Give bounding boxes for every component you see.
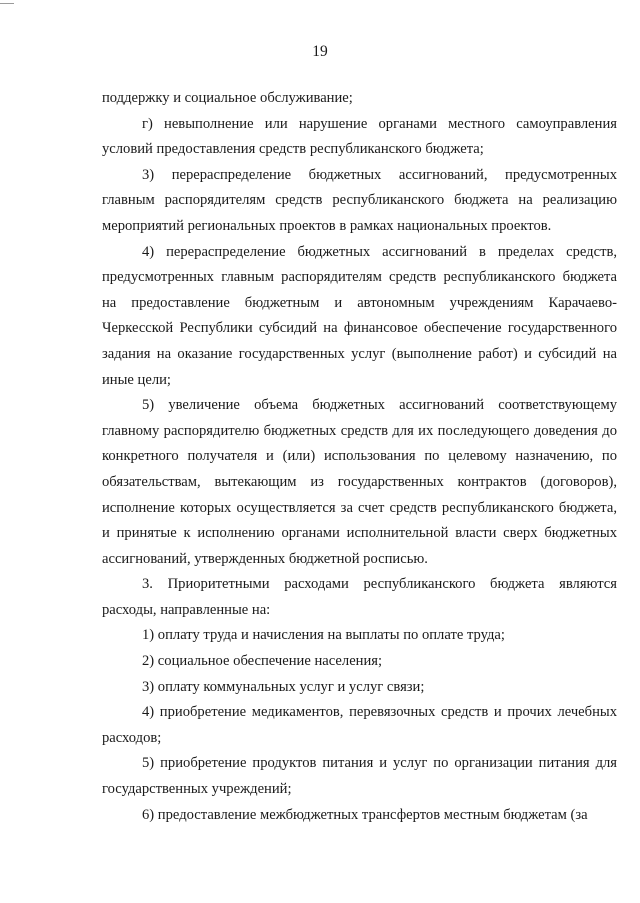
paragraph: 4) перераспределение бюджетных ассигнований в пределах средств, предусмотренных главным распорядителям средств республиканского бюджета на предоставление бюджетным и автономным учреждениям Карачаево-Черкесской Республики субсидий на финансовое обеспечение государственного задания на оказание государственных услуг (выполнение работ) и субсидий на иные цели; (102, 243, 617, 388)
paragraph: поддержку и социальное обслуживание; (102, 90, 353, 106)
paragraph: 5) приобретение продуктов питания и услуг по организации питания для государственных учреждений; (102, 755, 617, 798)
paragraph: 3. Приоритетными расходами республиканского бюджета являются расходы, направленные на: (102, 576, 617, 618)
paragraph: 1) оплату труда и начисления на выплаты по оплате труда; (142, 627, 505, 644)
paragraph: 4) приобретение медикаментов, перевязочных средств и прочих лечебных расходов; (102, 704, 617, 746)
paragraph: 2) социальное обеспечение населения; (142, 653, 383, 670)
scan-corner-mark (0, 3, 14, 4)
paragraph: г) невыполнение или нарушение органами местного самоуправления условий предоставления средств республиканского бюджета; (102, 115, 617, 158)
document-body (102, 86, 617, 828)
paragraph: 3) перераспределение бюджетных ассигнований, предусмотренных главным распорядителям средств республиканского бюджета на реализацию мероприятий региональных проектов в рамках национальных проектов. (102, 166, 617, 234)
page-number: 19 (312, 43, 328, 60)
paragraph: 6) предоставление межбюджетных трансфертов местным бюджетам (за (142, 806, 588, 823)
paragraph: 5) увеличение объема бюджетных ассигнований соответствующему главному распорядителю бюджетных средств для их последующего доведения до конкретного получателя и (или) использования по целевому назначению, по обязательствам, вытекающим из государственных контрактов (договоров), исполнение которых осуществляется за счет средств республиканского бюджета, и принятые к исполнению органами исполнительной власти сверх бюджетных ассигнований, утвержденных бюджетной росписью. (102, 397, 617, 567)
paragraph: 3) оплату коммунальных услуг и услуг связи; (142, 678, 425, 695)
